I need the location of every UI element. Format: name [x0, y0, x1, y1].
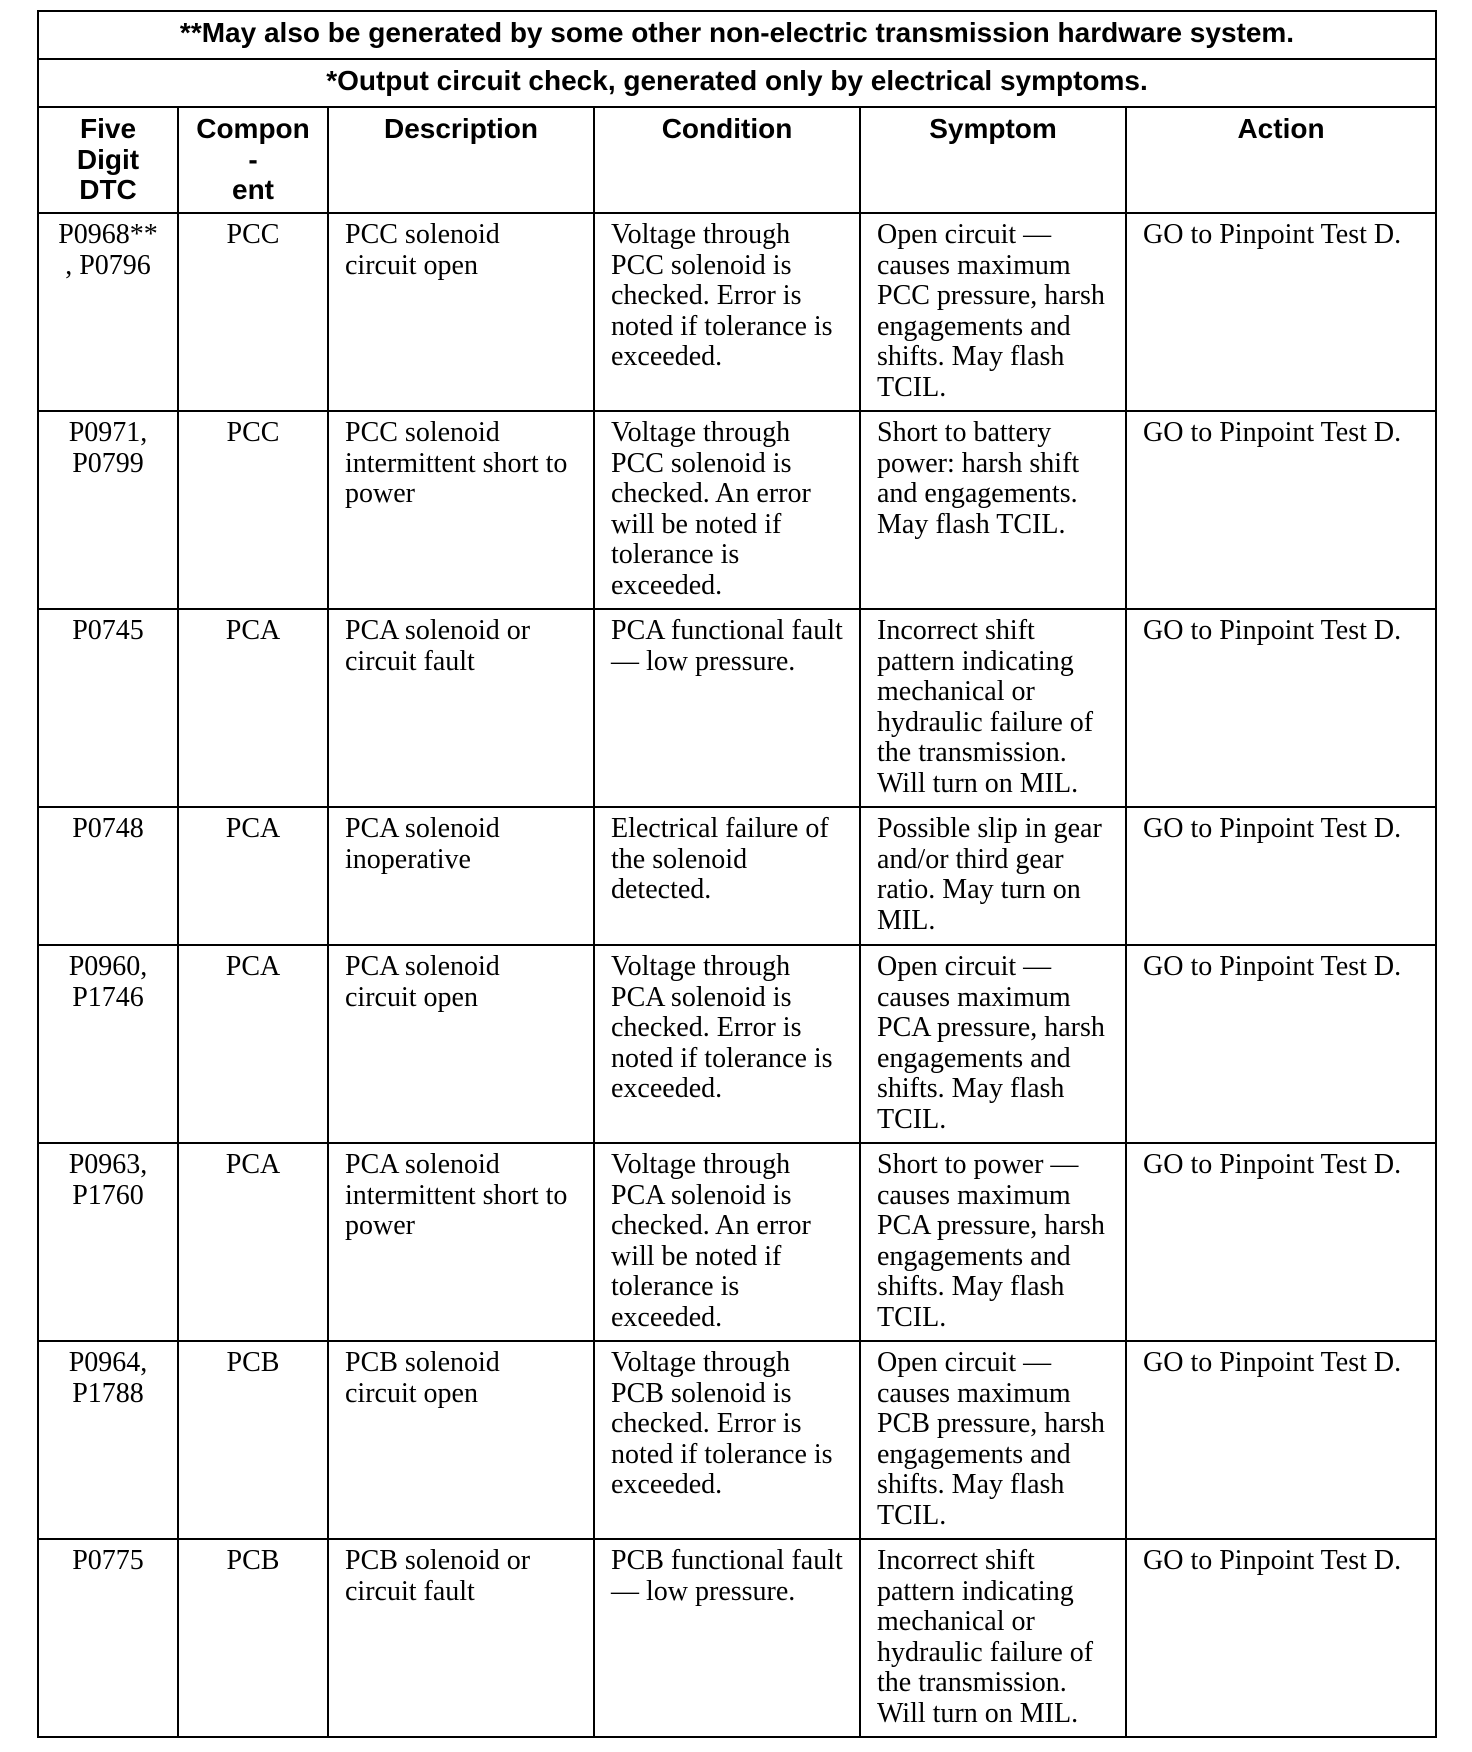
component-cell: PCB	[178, 1539, 328, 1737]
symptom-cell: Incorrect shift pattern indicating mechanical or hydraulic failure of the transmission. Will turn on MIL.	[860, 1539, 1126, 1737]
description-cell: PCA solenoid inoperative	[328, 807, 594, 945]
dtc-cell: P0968**, P0796	[38, 213, 178, 411]
note-row-single-star	[38, 59, 1436, 107]
table-row	[38, 1143, 1436, 1341]
description-cell: PCA solenoid circuit open	[328, 945, 594, 1143]
header-action: Action	[1126, 107, 1436, 213]
condition-cell: Electrical failure of the solenoid detected.	[594, 807, 860, 945]
symptom-cell: Open circuit — causes maximum PCC pressure, harsh engagements and shifts. May flash TCIL.	[860, 213, 1126, 411]
table-row	[38, 945, 1436, 1143]
table-row	[38, 1539, 1436, 1737]
header-component: Compon- ent	[178, 107, 328, 213]
symptom-cell: Possible slip in gear and/or third gear ratio. May turn on MIL.	[860, 807, 1126, 945]
symptom-cell: Short to battery power: harsh shift and engagements. May flash TCIL.	[860, 411, 1126, 609]
condition-cell: Voltage through PCB solenoid is checked. Error is noted if tolerance is exceeded.	[594, 1341, 860, 1539]
table-row	[38, 807, 1436, 945]
dtc-cell: P0960, P1746	[38, 945, 178, 1143]
component-cell: PCA	[178, 1143, 328, 1341]
description-cell: PCC solenoid intermittent short to power	[328, 411, 594, 609]
component-cell: PCC	[178, 213, 328, 411]
component-cell: PCA	[178, 807, 328, 945]
condition-cell: Voltage through PCC solenoid is checked. Error is noted if tolerance is exceeded.	[594, 213, 860, 411]
dtc-cell: P0971, P0799	[38, 411, 178, 609]
condition-cell: Voltage through PCC solenoid is checked. An error will be noted if tolerance is exceeded.	[594, 411, 860, 609]
dtc-cell: P0745	[38, 609, 178, 807]
description-cell: PCB solenoid circuit open	[328, 1341, 594, 1539]
component-cell: PCB	[178, 1341, 328, 1539]
symptom-cell: Short to power — causes maximum PCA pressure, harsh engagements and shifts. May flash TCIL.	[860, 1143, 1126, 1341]
action-cell: GO to Pinpoint Test D.	[1126, 609, 1436, 807]
action-cell: GO to Pinpoint Test D.	[1126, 945, 1436, 1143]
dtc-table	[37, 10, 1437, 1738]
note-row-double-star	[38, 11, 1436, 59]
header-description: Description	[328, 107, 594, 213]
dtc-cell: P0964, P1788	[38, 1341, 178, 1539]
table-row	[38, 609, 1436, 807]
table-row	[38, 213, 1436, 411]
action-cell: GO to Pinpoint Test D.	[1126, 1341, 1436, 1539]
symptom-cell: Open circuit — causes maximum PCA pressure, harsh engagements and shifts. May flash TCIL.	[860, 945, 1126, 1143]
table-row	[38, 411, 1436, 609]
action-cell: GO to Pinpoint Test D.	[1126, 807, 1436, 945]
header-dtc: Five Digit DTC	[38, 107, 178, 213]
symptom-cell: Open circuit — causes maximum PCB pressure, harsh engagements and shifts. May flash TCIL.	[860, 1341, 1126, 1539]
component-cell: PCA	[178, 609, 328, 807]
dtc-cell: P0748	[38, 807, 178, 945]
note-double-star: **May also be generated by some other non-electric transmission hardware system.	[38, 11, 1436, 59]
dtc-cell: P0963, P1760	[38, 1143, 178, 1341]
component-cell: PCC	[178, 411, 328, 609]
header-condition: Condition	[594, 107, 860, 213]
description-cell: PCA solenoid intermittent short to power	[328, 1143, 594, 1341]
description-cell: PCA solenoid or circuit fault	[328, 609, 594, 807]
action-cell: GO to Pinpoint Test D.	[1126, 1539, 1436, 1737]
description-cell: PCC solenoid circuit open	[328, 213, 594, 411]
description-cell: PCB solenoid or circuit fault	[328, 1539, 594, 1737]
condition-cell: Voltage through PCA solenoid is checked. Error is noted if tolerance is exceeded.	[594, 945, 860, 1143]
action-cell: GO to Pinpoint Test D.	[1126, 213, 1436, 411]
condition-cell: Voltage through PCA solenoid is checked. An error will be noted if tolerance is exceeded.	[594, 1143, 860, 1341]
action-cell: GO to Pinpoint Test D.	[1126, 1143, 1436, 1341]
header-symptom: Symptom	[860, 107, 1126, 213]
note-single-star: *Output circuit check, generated only by electrical symptoms.	[38, 59, 1436, 107]
condition-cell: PCA functional fault — low pressure.	[594, 609, 860, 807]
dtc-cell: P0775	[38, 1539, 178, 1737]
table-row	[38, 1341, 1436, 1539]
header-row	[38, 107, 1436, 213]
condition-cell: PCB functional fault — low pressure.	[594, 1539, 860, 1737]
symptom-cell: Incorrect shift pattern indicating mechanical or hydraulic failure of the transmission. Will turn on MIL.	[860, 609, 1126, 807]
action-cell: GO to Pinpoint Test D.	[1126, 411, 1436, 609]
component-cell: PCA	[178, 945, 328, 1143]
